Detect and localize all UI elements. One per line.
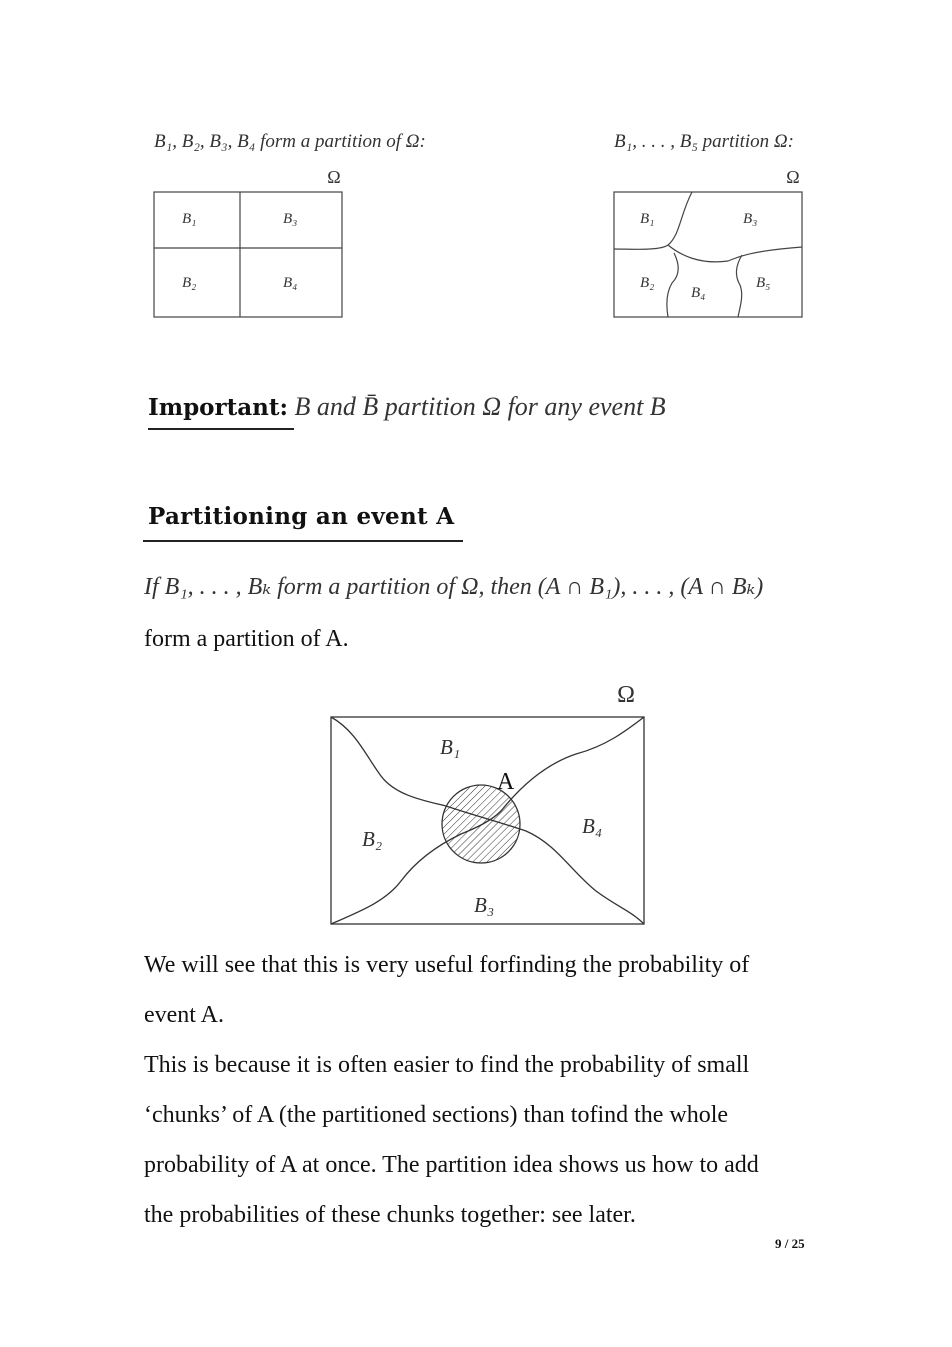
partition1-cell-b1: B₁ — [182, 211, 197, 227]
partition1-diagram — [150, 165, 350, 323]
diagram-omega: Ω — [617, 682, 635, 708]
partition1-cell-b3: B₃ — [283, 211, 298, 227]
event-partition-diagram — [326, 676, 656, 932]
important-text: B and B̄ partition Ω for any event B — [288, 392, 666, 421]
paragraph-line-3: This is because it is often easier to find the probability of small — [144, 1052, 750, 1078]
section-heading: Partitioning an event A — [148, 503, 455, 530]
important-underline — [148, 428, 294, 430]
paragraph-line-6: the probabilities of these chunks together: see later. — [144, 1202, 636, 1228]
paragraph-line-4: ‘chunks’ of A (the partitioned sections) than tofind the whole — [144, 1102, 729, 1128]
heading-underline — [143, 540, 463, 542]
partition2-cell-b1: B₁ — [640, 211, 655, 227]
partition2-cell-b5: B₅ — [756, 275, 771, 291]
diagram-region-b1: B₁ — [440, 735, 461, 759]
partition2-cell-b4: B₄ — [691, 285, 706, 301]
partition2-cell-b2: B₂ — [640, 275, 655, 291]
paragraph-line-2: event A. — [144, 1002, 224, 1028]
important-label: Important: — [148, 394, 288, 421]
diagram-region-b4: B₄ — [582, 814, 603, 838]
diagram-event-a: A — [497, 769, 515, 795]
diagram-region-b2: B₂ — [362, 827, 383, 851]
diagram-region-b3: B₃ — [474, 893, 495, 917]
page-number: 9 / 25 — [775, 1236, 805, 1251]
partition2-omega: Ω — [786, 167, 800, 187]
partition1-cell-b4: B₄ — [283, 275, 298, 291]
section-line2: form a partition of A. — [144, 626, 349, 652]
important-statement — [148, 392, 666, 422]
partition2-cell-b3: B₃ — [743, 211, 758, 227]
partition1-caption: B₁, B₂, B₃, B₄ form a partition of Ω: — [154, 131, 426, 152]
partition1-omega: Ω — [327, 167, 341, 187]
paragraph-line-5: probability of A at once. The partition idea shows us how to add — [144, 1152, 759, 1178]
partition1-cell-b2: B₂ — [182, 275, 197, 291]
paragraph-line-1: We will see that this is very useful forfinding the probability of — [144, 952, 750, 978]
partition2-caption: B₁, . . . , B₅ partition Ω: — [614, 131, 794, 152]
section-line1: If B₁, . . . , Bₖ form a partition of Ω, then (A ∩ B₁), . . . , (A ∩ Bₖ) — [144, 574, 764, 600]
partition2-diagram — [610, 165, 810, 323]
